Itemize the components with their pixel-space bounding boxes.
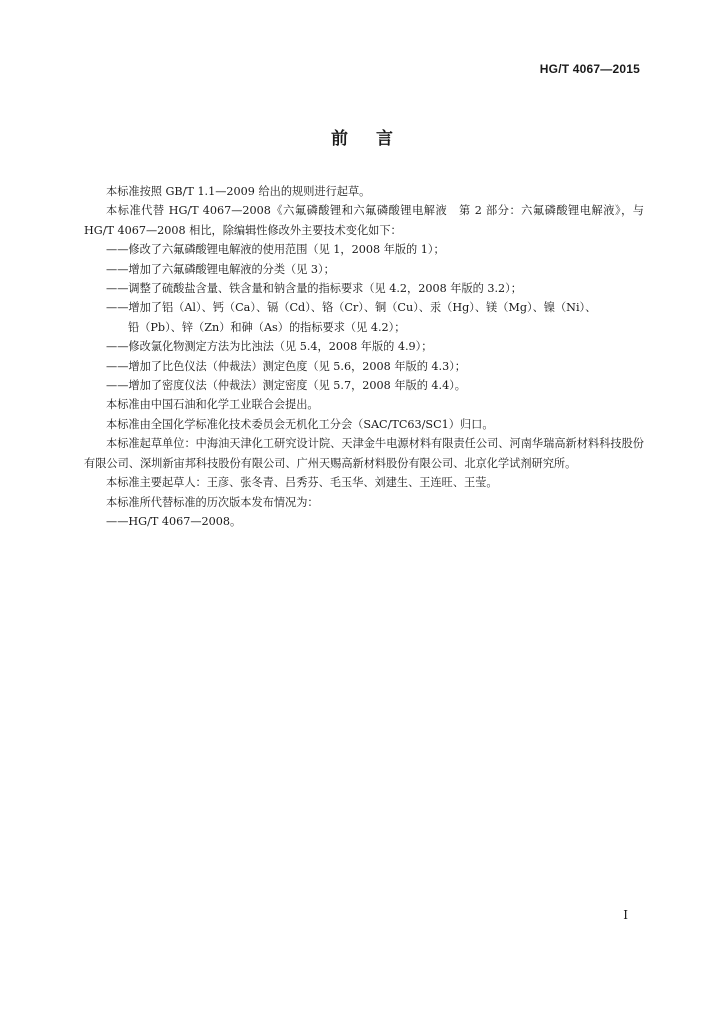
- change-item-classification: ——增加了六氟磷酸锂电解液的分类（见 3）；: [106, 262, 335, 276]
- change-item-metals-continued: 铅（Pb）、锌（Zn）和砷（As）的指标要求（见 4.2）；: [128, 320, 406, 334]
- paragraph-drafting-units: 本标准起草单位：中海油天津化工研究设计院、天津金牛电源材料有限责任公司、河南华瑞高新材料科技股份有限公司、深圳新宙邦科技股份有限公司、广州天赐高新材料股份有限公司、北京化学试剂研究所。: [84, 437, 644, 470]
- document-code: HG/T 4067—2015: [539, 62, 640, 76]
- paragraph-drafters: 本标准主要起草人：王彦、张冬青、吕秀芬、毛玉华、刘建生、王连旺、王莹。: [106, 476, 498, 490]
- paragraph-replacement: 本标准代替 HG/T 4067—2008《六氟磷酸锂和六氟磷酸锂电解液 第 2 部分：六氟磷酸锂电解液》，与 HG/T 4067—2008 相比，除编辑性修改外主要技术变化如下：: [84, 204, 644, 237]
- change-item-densimeter: ——增加了密度仪法（仲裁法）测定密度（见 5.7，2008 年版的 4.4）。: [106, 379, 466, 393]
- change-item-sulfate-iron-sodium: ——调整了硫酸盐含量、铁含量和钠含量的指标要求（见 4.2，2008 年版的 3.2）；: [106, 282, 522, 296]
- change-item-colorimeter: ——增加了比色仪法（仲裁法）测定色度（见 5.6，2008 年版的 4.3）；: [106, 359, 466, 373]
- change-item-chloride: ——修改氯化物测定方法为比浊法（见 5.4，2008 年版的 4.9）；: [106, 340, 433, 354]
- paragraph-proposer: 本标准由中国石油和化学工业联合会提出。: [106, 398, 319, 412]
- paragraph-history-intro: 本标准所代替标准的历次版本发布情况为：: [106, 495, 319, 509]
- history-item: ——HG/T 4067—2008。: [106, 514, 242, 528]
- paragraph-technical-committee: 本标准由全国化学标准化技术委员会无机化工分会（SAC/TC63/SC1）归口。: [106, 417, 494, 431]
- page-number: I: [623, 908, 628, 922]
- paragraph-drafting-rules: 本标准按照 GB/T 1.1—2009 给出的规则进行起草。: [106, 185, 371, 198]
- page-title: 前言: [331, 129, 421, 149]
- document-body: [84, 182, 644, 531]
- change-item-scope: ——修改了六氟磷酸锂电解液的使用范围（见 1，2008 年版的 1）；: [106, 243, 445, 257]
- change-item-metals: ——增加了铝（Al）、钙（Ca）、镉（Cd）、铬（Cr）、铜（Cu）、汞（Hg）、镁（Mg）、镍（Ni）、: [106, 301, 597, 315]
